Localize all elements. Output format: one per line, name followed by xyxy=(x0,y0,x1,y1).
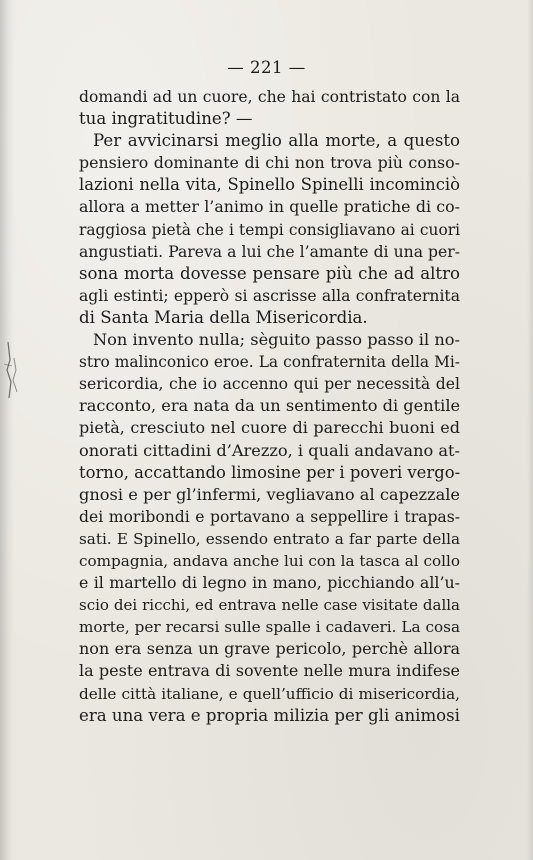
text-line: delle città italiane, e quell’ufficio di misericordia, xyxy=(79,684,460,703)
page-number: — 221 — xyxy=(227,58,306,77)
text-line: non era senza un grave pericolo, perchè allora xyxy=(79,639,460,659)
margin-ink-mark xyxy=(2,340,22,400)
text-line: tua ingratitudine? — xyxy=(79,109,253,129)
text-line: scio dei ricchi, ed entrava nelle case visitate dalla xyxy=(79,596,460,615)
text-line: onorati cittadini d’Arezzo, i quali andavano at- xyxy=(79,440,461,460)
text-line: di Santa Maria della Misericordia. xyxy=(79,307,368,327)
text-line: Non invento nulla; sèguito passo passo il no- xyxy=(93,330,460,350)
text-line: pietà, cresciuto nel cuore di parecchi buoni ed xyxy=(79,418,460,438)
text-line: racconto, era nata da un sentimento di gentile xyxy=(79,396,461,416)
body-text xyxy=(79,86,460,727)
text-line: sona morta dovesse pensare più che ad altro xyxy=(79,263,460,283)
text-line: lazioni nella vita, Spinello Spinelli incominciò xyxy=(79,175,460,195)
text-line: e il martello di legno in mano, picchiando all’u- xyxy=(79,573,460,593)
page-left-edge-shadow xyxy=(0,0,14,860)
page-right-edge-shadow xyxy=(527,0,533,860)
text-line: pensiero dominante di chi non trova più conso- xyxy=(79,153,460,173)
text-line: dei moribondi e portavano a seppellire i trapas- xyxy=(79,507,460,526)
text-line: sati. E Spinello, essendo entrato a far parte della xyxy=(79,529,460,548)
text-line: agli estinti; epperò si ascrisse alla confraternita xyxy=(79,286,460,305)
text-line: raggiosa pietà che i tempi consigliavano ai cuori xyxy=(79,220,460,239)
text-line: torno, accattando limosine per i poveri vergo- xyxy=(79,462,461,482)
text-line: sericordia, che io accenno qui per necessità del xyxy=(79,375,460,394)
text-line: stro malinconico eroe. La confraternita della Mi- xyxy=(79,353,460,372)
text-line: allora a metter l’animo in quelle pratiche di co- xyxy=(79,197,460,217)
text-line: domandi ad un cuore, che hai contristato con la xyxy=(79,88,460,106)
text-line: la peste entrava di sovente nelle mura indifese xyxy=(79,661,460,681)
text-line: compagnia, andava anche lui con la tasca al collo xyxy=(79,551,460,570)
text-line: morte, per recarsi sulle spalle i cadaveri. La cosa xyxy=(79,618,460,637)
text-line: angustiati. Pareva a lui che l’amante di una per- xyxy=(79,242,460,261)
text-line: era una vera e propria milizia per gli animosi xyxy=(79,705,460,725)
text-line: gnosi e per gl’infermi, vegliavano al capezzale xyxy=(79,484,460,504)
text-line: Per avvicinarsi meglio alla morte, a questo xyxy=(93,131,460,151)
